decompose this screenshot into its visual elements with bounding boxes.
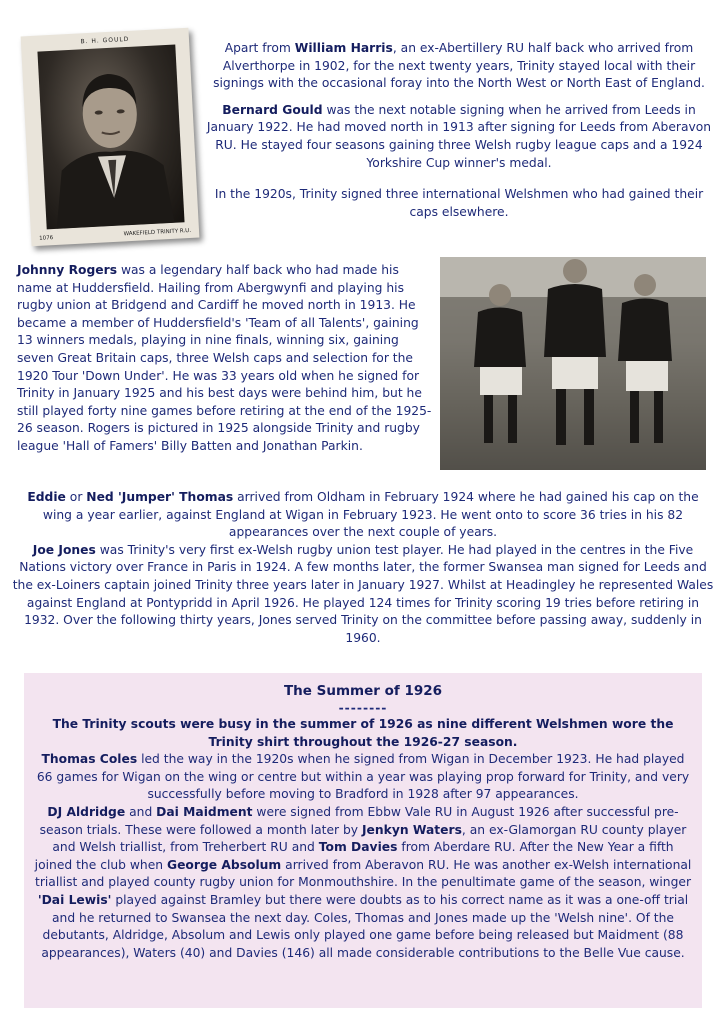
rogers-paragraph: Johnny Rogers was a legendary half back who had made his name at Huddersfield. Hailing from Abergwynfi and playing his rugby union at Bridgend and Cardiff he moved north in 1913. He became a member of Huddersfield's 'Team of all Talents', gaining 13 winners medals, playing in nine finals, winning six, gaining seven Great Britain caps, three Welsh caps and selection for the 1920 Tour 'Down Under'. He was 33 years old when he signed for Trinity in January 1925 and his best days were behind him, but he still played forty nine games before retiring at the end of the 1925-26 season. Rogers is pictured in 1925 alongside Trinity and rugby league 'Hall of Famers' Billy Batten and Jonathan Parkin.: [17, 263, 432, 453]
three-players-figure: [440, 257, 706, 470]
eddie-name: Eddie: [27, 490, 66, 504]
tom-davies-name: Tom Davies: [318, 840, 398, 855]
bernard-gould-name: Bernard Gould: [222, 102, 323, 117]
portrait-figure: [37, 44, 184, 229]
thomas-jones-section: [12, 489, 714, 647]
welsh-signings-paragraph: DJ Aldridge and Dai Maidment were signed from Ebbw Vale RU in August 1926 after successful pre-season trials. These were followed a month later by Jenkyn Waters, an ex-Glamorgan RU county player and Welsh triallist, from Treherbert RU and Tom Davies from Aberdare RU. After the New Year a fifth joined the club when George Absolum arrived from Aberavon RU. He was another ex-Welsh international triallist and played county rugby union for Monmouthshire. In the penultimate game of the season, winger 'Dai Lewis' played against Bramley but there were doubts as to his correct name as it was a one-off trial and he returned to Swansea the next day. Coles, Thomas and Jones made up the 'Welsh nine'. Of the debutants, Aldridge, Absolum and Lewis only played one game before being released but Maidment (88 appearances), Waters (40) and Davies (146) all made considerable contributions to the Belle Vue cause.: [34, 804, 692, 960]
jones-paragraph: Joe Jones was Trinity's very first ex-Welsh rugby union test player. He had played in the centres in the Five Nations victory over France in Paris in 1924. A few months later, the former Swansea man signed for Leeds and the ex-Loiners captain joined Trinity three years later in January 1927. Whilst at Headingley he represented Wales against England at Pontypridd in April 1926. He played 124 times for Trinity scoring 19 tries before retiring in 1932. Over the following thirty years, Jones served Trinity on the committee before passing away, suddenly in 1960.: [12, 542, 714, 645]
card-number: 1076: [39, 235, 54, 242]
card-club: WAKEFIELD TRINITY R.U.: [123, 227, 192, 238]
panel-title: The Summer of 1926: [283, 683, 443, 699]
panel-divider: --------: [338, 701, 388, 715]
card-top-caption: B. H. GOULD: [80, 35, 130, 46]
bernard-gould-card: [21, 28, 200, 247]
bernard-gould-photo: [37, 44, 184, 229]
william-harris-name: William Harris: [294, 41, 393, 55]
jenkyn-waters-name: Jenkyn Waters: [361, 822, 462, 837]
intro-paragraph-1920s: In the 1920s, Trinity signed three international Welshmen who had gained their caps elsewhere.: [214, 187, 704, 219]
dai-maidment-name: Dai Maidment: [156, 804, 253, 819]
dai-lewis-name: 'Dai Lewis': [37, 892, 112, 907]
intro-section: [206, 40, 712, 230]
intro-paragraph-gould: Bernard Gould was the next notable signing when he arrived from Leeds in January 1922. He had moved north in 1913 after signing for Leeds from Aberavon RU. He stayed four seasons gaining three Welsh rugby league caps and a 1924 Yorkshire Cup winner's medal.: [206, 102, 712, 170]
dj-aldridge-name: DJ Aldridge: [47, 804, 126, 819]
george-absolum-name: George Absolum: [167, 857, 282, 872]
thomas-paragraph: Eddie or Ned 'Jumper' Thomas arrived from Oldham in February 1924 where he had gained his cap on the wing a year earlier, against England at Wigan in February 1923. He went onto to score 36 tries in his 82 appearances over the next couple of years.: [27, 490, 699, 540]
ned-thomas-name: Ned 'Jumper' Thomas: [86, 490, 234, 504]
thomas-coles-name: Thomas Coles: [41, 752, 138, 767]
joe-jones-name: Joe Jones: [32, 542, 96, 557]
summer-1926-panel: [24, 673, 702, 1008]
johnny-rogers-name: Johnny Rogers: [17, 263, 118, 277]
coles-paragraph: Thomas Coles led the way in the 1920s when he signed from Wigan in December 1923. He had played 66 games for Wigan on the wing or centre but within a year was playing prop forward for Trinity, and very successfully before moving to Bradford in 1928 after 97 appearances.: [36, 752, 690, 802]
panel-lead: The Trinity scouts were busy in the summer of 1926 as nine different Welshmen wore the Trinity shirt throughout the 1926-27 season.: [52, 717, 674, 749]
intro-paragraph-harris: Apart from William Harris, an ex-Abertillery RU half back who arrived from Alverthorpe in 1902, for the next twenty years, Trinity stayed local with their signings with the occasional foray into the North West or North East of England.: [213, 41, 705, 91]
card-bottom-caption: [39, 228, 191, 242]
rogers-batten-parkin-photo: [440, 257, 706, 470]
